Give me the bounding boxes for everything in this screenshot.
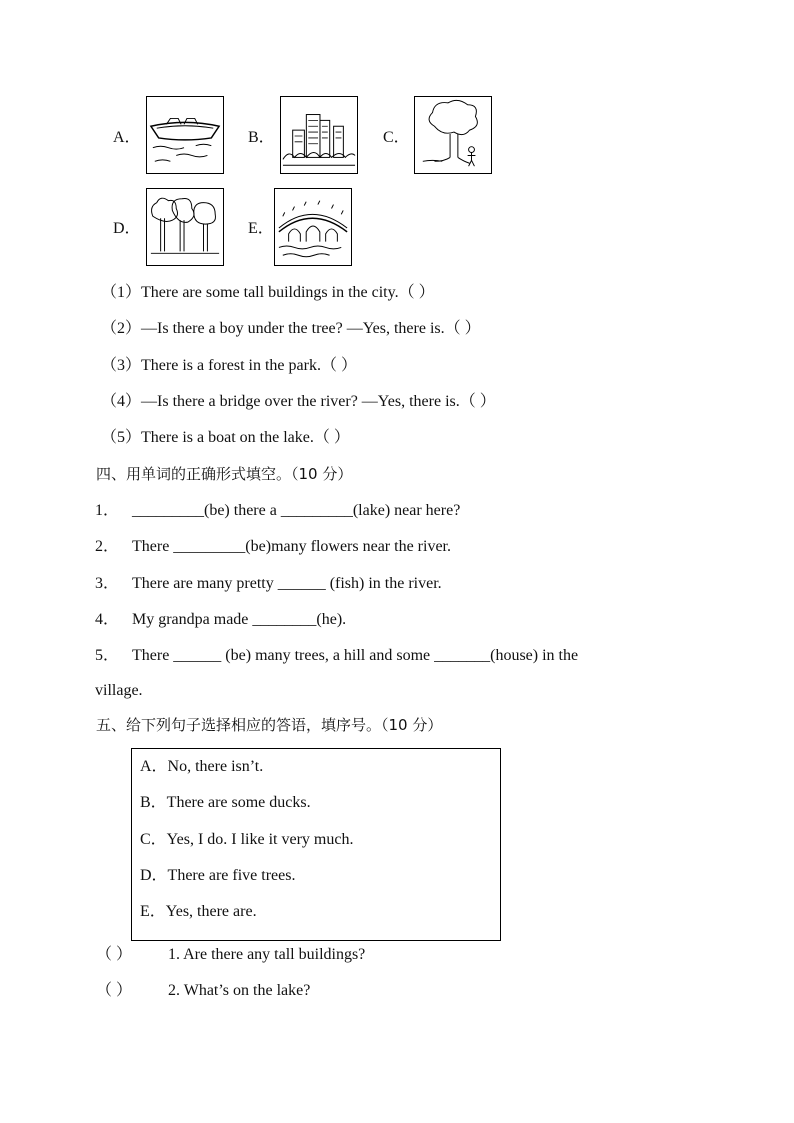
fill-number: 5． — [95, 647, 120, 664]
fill-continuation: village. — [95, 682, 143, 699]
matching-item — [101, 319, 481, 339]
answer-option-b: B．There are some ducks. — [140, 794, 311, 811]
fill-number: 1． — [95, 502, 120, 519]
fill-number: 4． — [95, 611, 120, 628]
section-5-heading: 五、给下列句子选择相应的答语，填序号。（10 分） — [96, 716, 443, 734]
section-4-heading: 四、用单词的正确形式填空。（10 分） — [96, 465, 353, 483]
answer-option-c: C．Yes, I do. I like it very much. — [140, 831, 354, 848]
question-blank[interactable]: （ ） — [96, 982, 133, 999]
fill-number: 3． — [95, 575, 120, 592]
bridge-over-river-icon — [274, 188, 352, 266]
city-buildings-icon — [280, 96, 358, 174]
matching-item — [101, 356, 357, 376]
fill-number: 2． — [95, 538, 120, 555]
forest-icon — [146, 188, 224, 266]
picture-letter-b: B． — [248, 129, 275, 146]
matching-item — [101, 392, 496, 412]
matching-number: （1） — [101, 284, 142, 301]
answer-blank[interactable]: （ ） — [320, 357, 357, 374]
fill-sentence: There ______ (be) many trees, a hill and some _______(house) in the — [132, 647, 579, 664]
matching-number: （2） — [101, 320, 142, 337]
matching-item — [101, 428, 350, 448]
matching-sentence: —Is there a bridge over the river? —Yes, there is. — [141, 393, 460, 410]
picture-letter-d: D． — [113, 220, 141, 237]
answer-blank[interactable]: （ ） — [398, 284, 435, 301]
boy-under-tree-icon — [414, 96, 492, 174]
answer-blank[interactable]: （ ） — [459, 393, 496, 410]
matching-item — [101, 283, 435, 303]
fill-sentence: My grandpa made ________(he). — [132, 611, 347, 628]
matching-number: （4） — [101, 393, 142, 410]
boat-icon — [146, 96, 224, 174]
matching-sentence: There are some tall buildings in the city. — [141, 284, 399, 301]
matching-sentence: —Is there a boy under the tree? —Yes, there is. — [141, 320, 445, 337]
matching-sentence: There is a forest in the park. — [141, 357, 321, 374]
picture-letter-e: E． — [248, 220, 274, 237]
question-text: 1. Are there any tall buildings? — [168, 946, 366, 963]
answer-blank[interactable]: （ ） — [313, 429, 350, 446]
question-text: 2. What’s on the lake? — [168, 982, 311, 999]
matching-number: （3） — [101, 357, 142, 374]
matching-number: （5） — [101, 429, 142, 446]
picture-letter-c: C． — [383, 129, 410, 146]
fill-sentence: _________(be) there a _________(lake) near here? — [132, 502, 461, 519]
picture-letter-a: A． — [113, 129, 141, 146]
matching-sentence: There is a boat on the lake. — [141, 429, 314, 446]
answer-blank[interactable]: （ ） — [444, 320, 481, 337]
answer-option-a: A．No, there isn’t. — [140, 758, 264, 775]
answer-option-e: E．Yes, there are. — [140, 903, 257, 920]
fill-sentence: There _________(be)many flowers near the river. — [132, 538, 451, 555]
fill-sentence: There are many pretty ______ (fish) in the river. — [132, 575, 442, 592]
answer-option-d: D．There are five trees. — [140, 867, 296, 884]
question-blank[interactable]: （ ） — [96, 946, 133, 963]
